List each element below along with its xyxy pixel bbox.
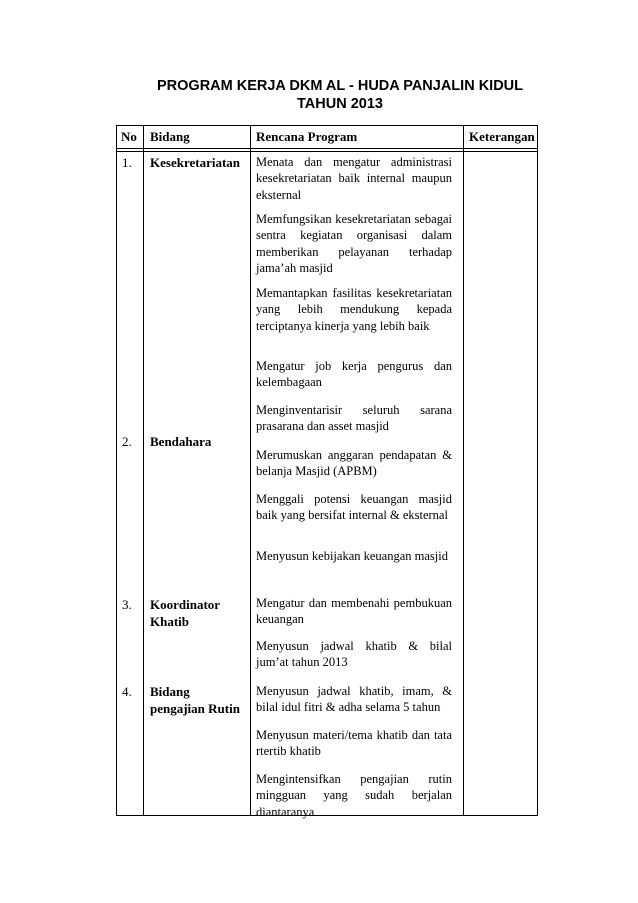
program-item: Menginventarisir seluruh sarana prasarana dan asset masjid <box>256 403 452 434</box>
column-divider <box>143 126 144 815</box>
program-item: Mengintensifkan pengajian rutin mingguan yang sudah berjalan diantaranya <box>256 772 452 819</box>
bidang-cell: Bidang pengajian Rutin <box>150 684 240 716</box>
column-divider <box>463 126 464 815</box>
program-item: Mengatur dan membenahi pembukuan keuangan <box>256 596 452 627</box>
program-item: Menyusun jadwal khatib, imam, & bilal idul fitri & adha selama 5 tahun <box>256 684 452 715</box>
document-title <box>100 77 580 113</box>
title-line-1: PROGRAM KERJA DKM AL - HUDA PANJALIN KIDUL <box>157 78 523 94</box>
header-rencana-program: Rencana Program <box>256 129 358 144</box>
program-item: Memantapkan fasilitas kesekretariatan yang lebih mendukung kepada terciptanya kinerja yang lebih baik <box>256 286 452 333</box>
bidang-cell: Koordinator Khatib <box>150 597 221 629</box>
program-item: Mengatur job kerja pengurus dan kelembagaan <box>256 359 452 390</box>
program-item: Menggali potensi keuangan masjid baik yang bersifat internal & eksternal <box>256 492 452 523</box>
program-item: Menyusun kebijakan keuangan masjid <box>256 549 448 563</box>
header-divider <box>117 151 537 152</box>
program-item: Merumuskan anggaran pendapatan & belanja Masjid (APBM) <box>256 448 452 479</box>
header-divider <box>117 148 537 149</box>
header-bidang: Bidang <box>150 129 190 144</box>
program-item: Menata dan mengatur administrasi kesekretariatan baik internal maupun eksternal <box>256 155 452 202</box>
column-divider <box>250 126 251 815</box>
row-number: 3. <box>122 597 132 612</box>
program-item: Memfungsikan kesekretariatan sebagai sentra kegiatan organisasi dalam memberikan pelayanan terhadap jama’ah masjid <box>256 212 452 275</box>
title-line-2: TAHUN 2013 <box>297 96 383 112</box>
row-number: 4. <box>122 684 132 699</box>
header-no: No <box>121 129 137 144</box>
row-number: 1. <box>122 155 132 170</box>
program-item: Menyusun materi/tema khatib dan tata rtertib khatib <box>256 728 452 759</box>
program-table <box>116 125 538 819</box>
bidang-cell: Bendahara <box>150 434 212 449</box>
bidang-cell: Kesekretariatan <box>150 155 241 170</box>
row-number: 2. <box>122 434 132 449</box>
program-item: Menyusun jadwal khatib & bilal jum’at tahun 2013 <box>256 639 452 670</box>
header-keterangan: Keterangan <box>469 129 535 144</box>
